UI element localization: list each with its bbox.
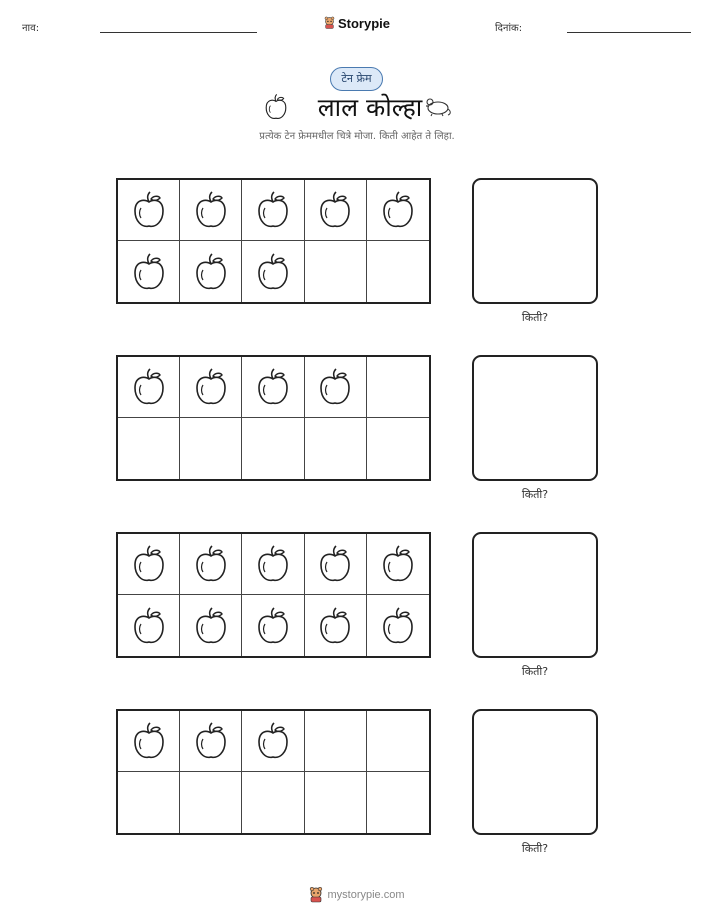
- frame-cell: [180, 711, 242, 772]
- footer-url: mystorypie.com: [327, 889, 405, 901]
- instruction-text: प्रत्येक टेन फ्रेममधील चित्रे मोजा. किती आहेत ते लिहा.: [259, 131, 455, 142]
- frame-cell: [180, 595, 242, 656]
- apple-icon: [255, 606, 291, 646]
- frame-cell: [305, 241, 367, 302]
- apple-icon: [131, 367, 167, 407]
- frame-cell: [180, 534, 242, 595]
- frame-cell: [242, 180, 304, 241]
- frame-cell: [118, 534, 180, 595]
- ten-frame-4: [116, 709, 431, 835]
- ten-frame-3: [116, 532, 431, 658]
- apple-icon: [255, 252, 291, 292]
- answer-box-4[interactable]: [472, 709, 598, 835]
- frame-cell: [305, 357, 367, 418]
- frame-cell: [180, 418, 242, 479]
- answer-label-3: किती?: [521, 665, 549, 678]
- apple-icon: [380, 190, 416, 230]
- apple-icon: [193, 190, 229, 230]
- mouse-icon: [422, 95, 452, 117]
- topic-badge: टेन फ्रेम: [330, 67, 383, 91]
- frame-cell: [242, 241, 304, 302]
- frame-cell: [180, 180, 242, 241]
- apple-icon: [317, 544, 353, 584]
- name-field[interactable]: [100, 32, 257, 33]
- brand-logo: [324, 13, 390, 33]
- frame-cell: [367, 418, 429, 479]
- date-field[interactable]: [567, 32, 691, 33]
- frame-cell: [118, 357, 180, 418]
- apple-icon: [317, 367, 353, 407]
- frame-cell: [242, 418, 304, 479]
- frame-cell: [367, 772, 429, 833]
- frame-cell: [118, 418, 180, 479]
- frame-cell: [180, 241, 242, 302]
- frame-cell: [305, 418, 367, 479]
- apple-icon: [380, 544, 416, 584]
- answer-label-1: किती?: [521, 311, 549, 324]
- frame-cell: [242, 357, 304, 418]
- answer-box-1[interactable]: [472, 178, 598, 304]
- frame-cell: [180, 357, 242, 418]
- name-label: नाव:: [22, 23, 40, 34]
- frame-cell: [118, 180, 180, 241]
- apple-icon: [131, 721, 167, 761]
- frame-cell: [367, 534, 429, 595]
- answer-label-4: किती?: [521, 842, 549, 855]
- frame-cell: [367, 180, 429, 241]
- apple-icon: [193, 252, 229, 292]
- answer-box-3[interactable]: [472, 532, 598, 658]
- apple-icon: [255, 367, 291, 407]
- apple-icon: [255, 544, 291, 584]
- frame-cell: [367, 595, 429, 656]
- frame-cell: [180, 772, 242, 833]
- frame-cell: [242, 595, 304, 656]
- ten-frame-1: [116, 178, 431, 304]
- page-title: लाल कोल्हा: [317, 93, 423, 122]
- apple-icon: [255, 190, 291, 230]
- frame-cell: [367, 357, 429, 418]
- footer: [300, 884, 414, 906]
- frame-cell: [118, 595, 180, 656]
- frame-cell: [367, 241, 429, 302]
- apple-icon: [380, 606, 416, 646]
- answer-box-2[interactable]: [472, 355, 598, 481]
- ten-frame-2: [116, 355, 431, 481]
- apple-icon: [193, 606, 229, 646]
- date-label: दिनांक:: [495, 23, 523, 34]
- frame-cell: [242, 772, 304, 833]
- frame-cell: [118, 711, 180, 772]
- apple-icon: [263, 93, 289, 121]
- frame-cell: [242, 534, 304, 595]
- apple-icon: [131, 544, 167, 584]
- apple-icon: [131, 606, 167, 646]
- apple-icon: [193, 367, 229, 407]
- frame-cell: [305, 534, 367, 595]
- apple-icon: [131, 190, 167, 230]
- answer-label-2: किती?: [521, 488, 549, 501]
- brand-name: Storypie: [337, 15, 390, 31]
- apple-icon: [255, 721, 291, 761]
- apple-icon: [317, 606, 353, 646]
- frame-cell: [242, 711, 304, 772]
- frame-cell: [305, 595, 367, 656]
- apple-icon: [317, 190, 353, 230]
- frame-cell: [305, 711, 367, 772]
- frame-cell: [305, 772, 367, 833]
- frame-cell: [367, 711, 429, 772]
- frame-cell: [305, 180, 367, 241]
- apple-icon: [193, 721, 229, 761]
- frame-cell: [118, 772, 180, 833]
- apple-icon: [131, 252, 167, 292]
- storypie-mascot-icon: [309, 887, 323, 903]
- frame-cell: [118, 241, 180, 302]
- apple-icon: [193, 544, 229, 584]
- storypie-mascot-icon: [324, 15, 335, 31]
